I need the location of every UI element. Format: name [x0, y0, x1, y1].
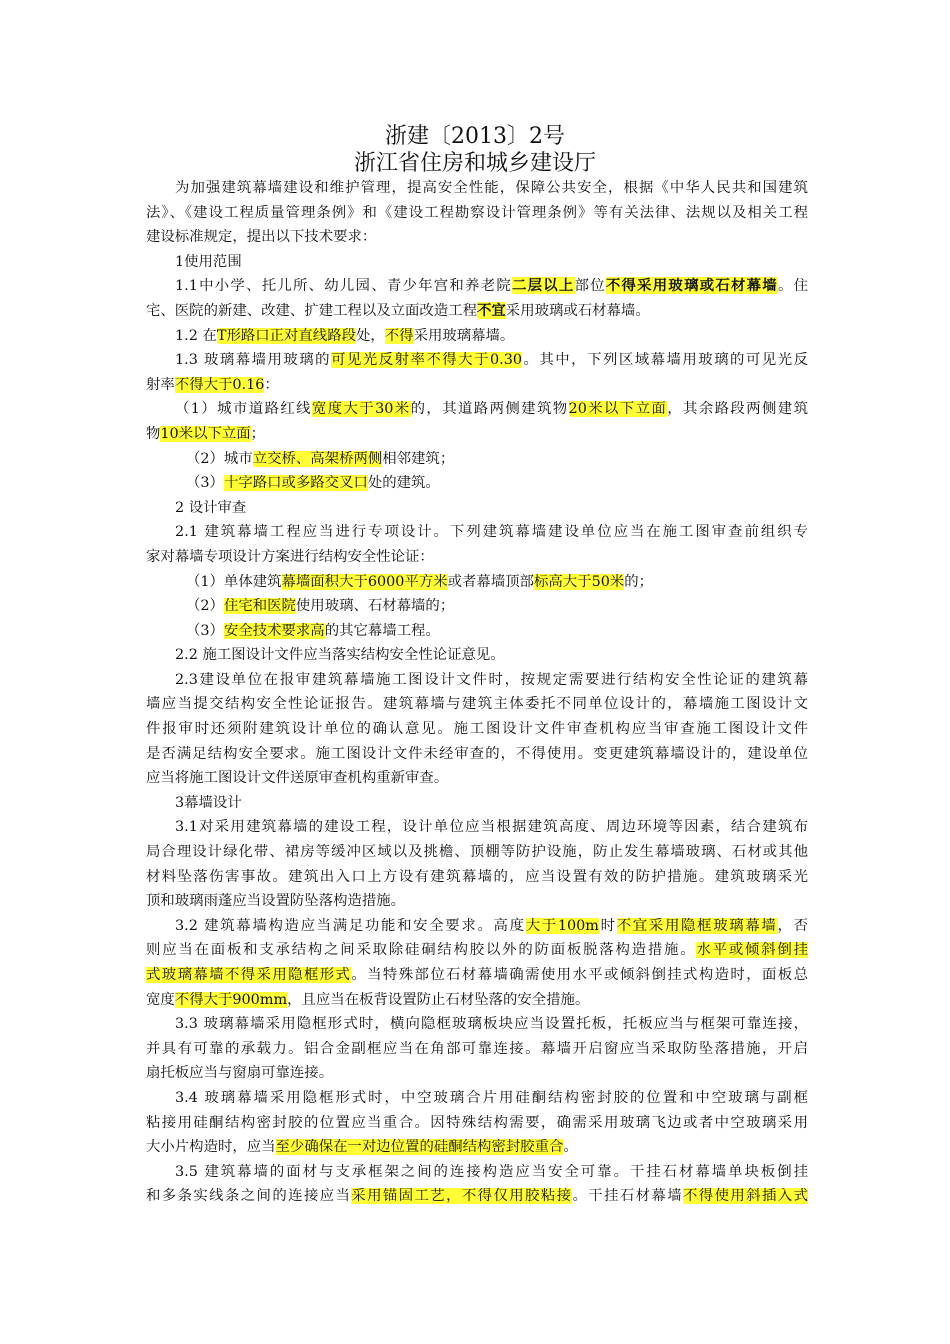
text-line: [146, 250, 808, 275]
text-line: [146, 299, 808, 324]
text-segment: 法》、《建设工程质量管理条例》和《建设工程勘察设计管理条例》等有关法律、法规以及相关工程: [146, 204, 808, 221]
text-segment: （3）: [186, 475, 224, 492]
text-line: [146, 840, 808, 865]
text-segment: 2.2 施工图设计文件应当落实结构安全性论证意见。: [175, 647, 505, 664]
highlighted-text: 大于100m: [525, 917, 599, 934]
text-segment: 或者幕墙顶部: [447, 573, 534, 590]
text-line: [146, 176, 808, 201]
text-segment: 3.4 玻璃幕墙采用隐框形式时，中空玻璃合片用硅酮结构密封胶的位置和中空玻璃与副框: [175, 1089, 808, 1106]
text-segment: 部位: [574, 278, 606, 295]
text-line: [146, 324, 808, 349]
text-segment: 1使用范围: [175, 253, 242, 270]
highlighted-text: 二层以上: [511, 277, 575, 295]
highlighted-text: 至少确保在一对边位置的硅酮结构密封胶重合: [275, 1139, 564, 1156]
text-segment: 2.3建设单位在报审建筑幕墙施工图设计文件时，按规定需要进行结构安全性论证的建筑幕: [175, 671, 808, 688]
text-line: [146, 496, 808, 521]
text-line: [146, 201, 808, 226]
text-segment: 采用玻璃或石材幕墙。: [505, 302, 650, 319]
text-segment: （2）城市: [186, 450, 253, 467]
text-segment: 相邻建筑；: [382, 450, 455, 467]
text-segment: 物: [146, 425, 161, 442]
text-segment: ，且应当在板背设置防止石材坠落的安全措施。: [287, 991, 590, 1008]
text-line: [146, 348, 808, 373]
text-segment: 墙应当提交结构安全性论证报告。建筑幕墙与建筑主体委托不同单位设计的，幕墙施工图设计文: [146, 696, 808, 713]
text-line: [146, 1037, 808, 1062]
text-segment: 的，其道路两侧建筑物: [410, 401, 569, 418]
text-line: [146, 1184, 808, 1209]
highlighted-text: 不得使用斜插入式: [683, 1188, 808, 1205]
text-segment: 1.3 玻璃幕墙用玻璃的: [175, 352, 332, 369]
highlighted-text: 不宜: [477, 301, 506, 319]
text-segment: 扇托板应当与窗扇可靠连接。: [146, 1065, 334, 1082]
text-line: [146, 1160, 808, 1185]
highlighted-text: 不得采用玻璃或石材幕墙: [605, 277, 778, 295]
highlighted-text: 不得大于0.16: [174, 376, 265, 393]
text-line: [146, 1012, 808, 1037]
text-segment: ：: [264, 376, 279, 393]
text-line: [146, 1135, 808, 1160]
highlighted-text: 不得大于900mm: [174, 991, 288, 1008]
highlighted-text: 不宜采用隐框玻璃幕墙: [616, 917, 778, 934]
text-line: [146, 742, 808, 767]
text-line: [146, 815, 808, 840]
text-line: [146, 717, 808, 742]
highlighted-text: 采用锚固工艺，不得仅用胶粘接: [351, 1188, 573, 1205]
text-segment: 2 设计审查: [175, 499, 247, 516]
text-segment: 时: [598, 917, 617, 934]
text-segment: ，其余路段两侧建筑: [667, 401, 808, 418]
text-segment: 为加强建筑幕墙建设和维护管理，提高安全性能，保障公共安全，根据《中华人民共和国建筑: [175, 180, 808, 196]
text-line: [146, 225, 808, 250]
highlighted-text: 标高大于50米: [534, 573, 625, 590]
highlighted-text: 住宅和医院: [223, 598, 296, 615]
text-line: [146, 1086, 808, 1111]
text-segment: 处的建筑。: [367, 475, 440, 492]
text-line: [146, 447, 808, 472]
text-line: [146, 274, 808, 299]
text-line: [146, 938, 808, 963]
text-segment: 并具有可靠的承载力。铝合金副框应当在角部可靠连接。幕墙开启窗应当采取防坠落措施，开启: [146, 1040, 808, 1057]
text-segment: 射率: [146, 376, 175, 393]
text-segment: 的其它幕墙工程。: [324, 622, 440, 639]
text-segment: （3）: [186, 622, 224, 639]
document-number: 浙建〔2013〕2号: [385, 124, 565, 149]
text-line: [146, 373, 808, 398]
text-segment: 大小片构造时，应当: [146, 1139, 276, 1156]
text-segment: （2）: [186, 598, 224, 615]
text-segment: 材料坠落伤害事故。建筑出入口上方设有建筑幕墙的，应当设置有效的防护措施。建筑玻璃采光: [146, 868, 808, 885]
text-segment: 应当将施工图设计文件送原审查机构重新审查。: [146, 770, 449, 787]
text-segment: ，否: [777, 917, 808, 934]
text-line: [146, 643, 808, 668]
highlighted-text: 可见光反射率不得大于0.30: [331, 352, 523, 369]
text-segment: 2.1 建筑幕墙工程应当进行专项设计。下列建筑幕墙建设单位应当在施工图审查前组织专: [175, 524, 808, 541]
highlighted-text: 水平或倾斜倒挂: [696, 942, 808, 959]
text-segment: 则应当在面板和支承结构之间采取除硅硐结构胶以外的防面板脱落构造措施。: [146, 942, 697, 959]
highlighted-text: 立交桥、高架桥两侧: [252, 450, 383, 467]
text-segment: 1.1中小学、托儿所、幼儿园、青少年宫和养老院: [175, 278, 512, 295]
text-segment: 局合理设计绿化带、裙房等缓冲区域以及挑檐、顶棚等防护设施，防止发生幕墙玻璃、石材或其他: [146, 844, 808, 861]
text-line: [146, 471, 808, 496]
text-segment: 家对幕墙专项设计方案进行结构安全性论证：: [146, 548, 434, 565]
text-segment: 3.3 玻璃幕墙采用隐框形式时，横向隐框玻璃板块应当设置托板，托板应当与框架可靠连接，: [175, 1016, 808, 1033]
text-segment: 是否满足结构安全要求。施工图设计文件未经审查的，不得使用。变更建筑幕墙设计的，建设单位: [146, 745, 808, 762]
text-line: [146, 791, 808, 816]
text-line: [146, 422, 808, 447]
text-segment: 使用玻璃、石材幕墙的；: [295, 598, 455, 615]
document-body: [146, 176, 808, 1209]
text-segment: 1.2 在: [175, 327, 217, 344]
text-segment: 3.5 建筑幕墙的面材与支承框架之间的连接构造应当安全可靠。干挂石材幕墙单块板倒挂: [175, 1163, 808, 1180]
text-segment: 。干挂石材幕墙: [572, 1188, 684, 1205]
text-line: [146, 1111, 808, 1136]
highlighted-text: 安全技术要求高: [223, 622, 325, 639]
text-line: [146, 914, 808, 939]
text-line: [146, 619, 808, 644]
text-segment: （1）城市道路红线: [175, 401, 312, 418]
issuing-authority: 浙江省住房和城乡建设厅: [353, 151, 596, 176]
highlighted-text: 十字路口或多路交叉口: [223, 475, 368, 492]
highlighted-text: 宽度大于30米: [311, 401, 411, 418]
text-segment: 。其中，下列区域幕墙用玻璃的可见光反: [522, 352, 808, 369]
text-segment: 。: [563, 1139, 578, 1156]
text-segment: 宅、医院的新建、改建、扩建工程以及立面改造工程: [146, 302, 477, 319]
text-line: [146, 865, 808, 890]
text-segment: 顶和玻璃雨蓬应当设置防坠落构造措施。: [146, 893, 406, 910]
text-line: [146, 570, 808, 595]
text-segment: 处，: [355, 327, 385, 344]
text-segment: 粘接用硅酮结构密封胶的位置应当重合。因特殊结构需要，确需采用玻璃飞边或者中空玻璃采用: [146, 1114, 808, 1131]
text-line: [146, 766, 808, 791]
text-segment: （1）单体建筑: [186, 573, 282, 590]
text-segment: 和多条实线条之间的连接应当: [146, 1188, 352, 1205]
text-line: [146, 692, 808, 717]
text-line: [146, 1061, 808, 1086]
text-segment: 采用玻璃幕墙。: [413, 327, 515, 344]
highlighted-text: 10米以下立面: [160, 425, 251, 442]
text-segment: 3幕墙设计: [175, 794, 242, 811]
highlighted-text: 不得: [384, 327, 414, 344]
text-line: [146, 397, 808, 422]
highlighted-text: T形路口正对直线路段: [216, 327, 356, 344]
text-line: [146, 545, 808, 570]
text-line: [146, 889, 808, 914]
text-segment: 件报审时还须附建筑设计单位的确认意见。施工图设计文件审查机构应当审查施工图设计文件: [146, 721, 808, 738]
text-line: [146, 963, 808, 988]
text-segment: 的；: [624, 573, 654, 590]
highlighted-text: 式玻璃幕墙不得采用隐框形式: [146, 967, 352, 983]
text-line: [146, 668, 808, 693]
text-line: [146, 594, 808, 619]
text-line: [146, 988, 808, 1013]
text-segment: 宽度: [146, 991, 175, 1008]
highlighted-text: 20米以下立面: [568, 401, 668, 418]
text-segment: ；: [250, 425, 266, 442]
text-line: [146, 520, 808, 545]
text-segment: 。当特殊部位石材幕墙确需使用水平或倾斜倒挂式构造时，面板总: [351, 967, 808, 983]
text-segment: 3.2 建筑幕墙构造应当满足功能和安全要求。高度: [175, 917, 526, 934]
text-segment: 。住: [777, 278, 808, 295]
text-segment: 建设标准规定，提出以下技术要求：: [146, 229, 377, 246]
text-segment: 3.1对采用建筑幕墙的建设工程，设计单位应当根据建筑高度、周边环境等因素，结合建筑布: [175, 819, 808, 836]
highlighted-text: 幕墙面积大于6000平方米: [281, 573, 448, 590]
